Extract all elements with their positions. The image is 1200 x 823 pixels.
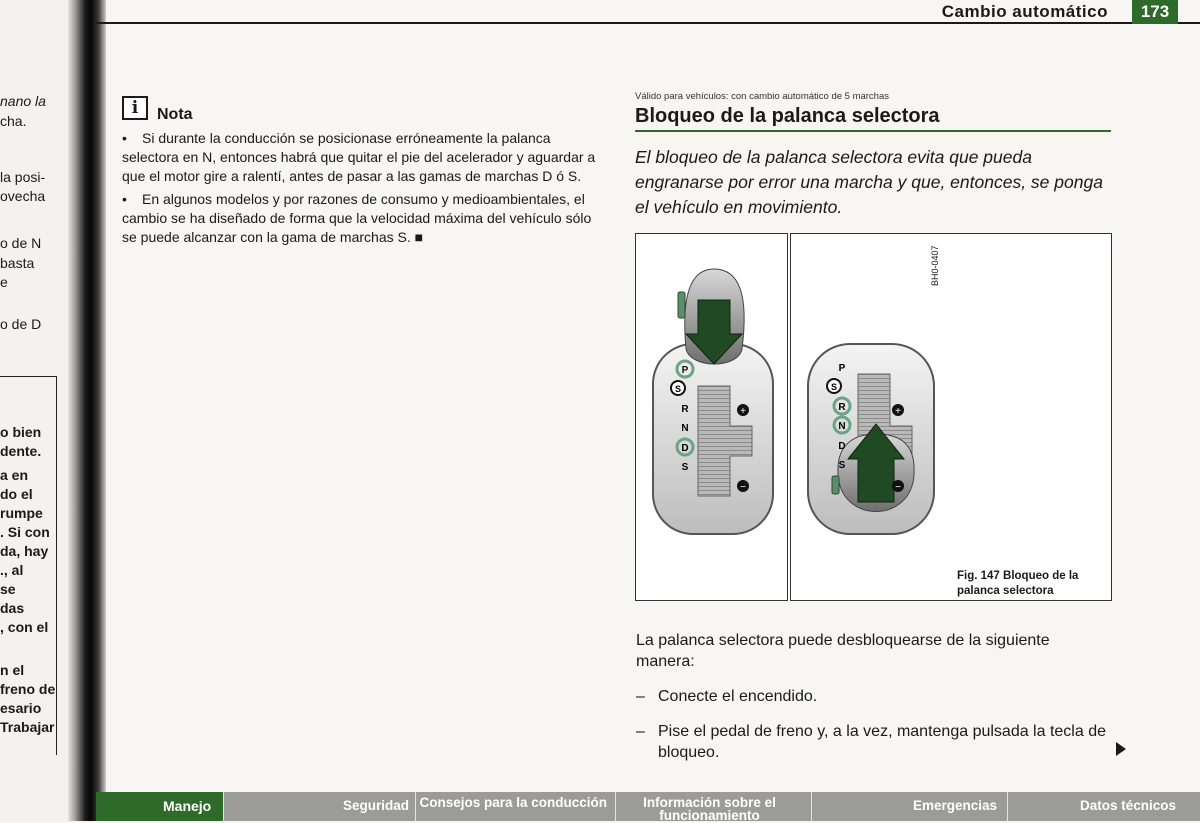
section-title: Bloqueo de la palanca selectora [635,105,940,127]
selector-unlock-panel [808,344,934,534]
tab-datos-tecnicos[interactable]: Datos técnicos [1079,798,1176,813]
fragment: o de N [0,235,42,251]
fragment: esario [0,700,42,716]
fragment: se [0,581,16,597]
svg-text:S: S [830,382,838,392]
header-rule [96,22,1200,24]
tab-informacion[interactable]: Información sobre el funcionamiento [616,792,812,821]
fragment: a en [0,467,29,483]
note-bullet [122,190,600,247]
step-text: Conecte el encendido. [658,688,818,705]
figure-147 [635,233,1112,601]
figure-divider [787,233,791,601]
bullet-icon: • [122,191,127,207]
fragment: o de D [0,316,42,332]
fragment: do el [0,486,33,502]
book-binding [68,0,106,821]
svg-text:N: N [838,421,846,432]
svg-text:D: D [838,441,846,452]
tab-seguridad[interactable]: Seguridad [224,792,416,821]
svg-text:S: S [838,460,846,471]
fragment: , con el [0,619,49,635]
fragment: da, hay [0,543,49,559]
fragment: Trabajar [0,719,55,735]
note-bullet-text: En algunos modelos y por razones de consumo y medioambientales, el cambio se ha diseñado de forma que la velocidad máxima del vehículo sólo se puede alcanzar con la gama de marchas S. [122,191,592,245]
section-rule [635,130,1111,132]
fragment: n el [0,662,25,678]
svg-text:N: N [681,423,689,434]
svg-text:+: + [895,406,901,417]
figure-code: BH0-0407 [930,245,940,286]
fragment: cha. [0,113,27,129]
svg-text:P: P [838,363,846,374]
fragment: nano la [0,93,46,109]
note-bullet-text: Si durante la conducción se posicionase erróneamente la palanca selectora en N, entonces habrá que quitar el pie del acelerador y aguardar a que el motor gire a ralentí, antes de pasar a las gamas de marchas D ó S. [122,130,596,184]
instruction-step [636,686,1116,707]
svg-text:−: − [895,482,901,493]
svg-text:R: R [681,404,689,415]
svg-text:−: − [740,482,746,493]
page-number: 173 [1132,0,1178,24]
fragment: freno de [0,681,56,697]
note-body [122,129,600,251]
gear-label-p: P [681,365,689,376]
fragment: dente. [0,443,42,459]
note-bullet [122,129,600,186]
fragment: o bien [0,424,42,440]
fragment: ., al [0,562,24,578]
svg-text:S: S [674,384,682,394]
dash: – [636,723,645,740]
note-title: Nota [157,106,193,123]
instruction-step [636,721,1116,763]
continue-arrow-icon [1116,742,1126,756]
bullet-icon: • [122,130,127,146]
fragment: . Si con [0,524,50,540]
fragment: das [0,600,25,616]
dash: – [636,688,645,705]
fragment: basta [0,255,35,271]
chapter-title: Cambio automático [941,2,1108,21]
fragment: e [0,274,8,290]
tab-consejos[interactable]: Consejos para la conducción [416,792,616,821]
info-icon: i [122,96,148,120]
gear-selector-illustration [636,234,1111,600]
fragment: la posi- [0,169,46,185]
fragment: rumpe [0,505,43,521]
validity-note: Válido para vehículos: con cambio automático de 5 marchas [635,91,889,102]
instruction-intro: La palanca selectora puede desbloquearse de la siguiente manera: [636,632,1050,670]
step-text: Pise el pedal de freno y, a la vez, mantenga pulsada la tecla de bloqueo. [658,723,1106,761]
tab-emergencias[interactable]: Emergencias [812,792,1008,821]
svg-text:D: D [681,443,689,454]
svg-text:S: S [681,462,689,473]
tab-manejo[interactable]: Manejo [96,792,224,821]
end-mark: ■ [414,229,424,245]
svg-text:+: + [740,406,746,417]
section-intro: El bloqueo de la palanca selectora evita que pueda engranarse por error una marcha y que, entonces, se ponga el vehículo en movimiento. [635,147,1103,217]
figure-caption: Fig. 147 Bloqueo de la palanca selectora [957,570,1079,597]
svg-text:R: R [838,402,846,413]
selector-locked-panel [653,269,773,534]
fragment: ovecha [0,188,46,204]
